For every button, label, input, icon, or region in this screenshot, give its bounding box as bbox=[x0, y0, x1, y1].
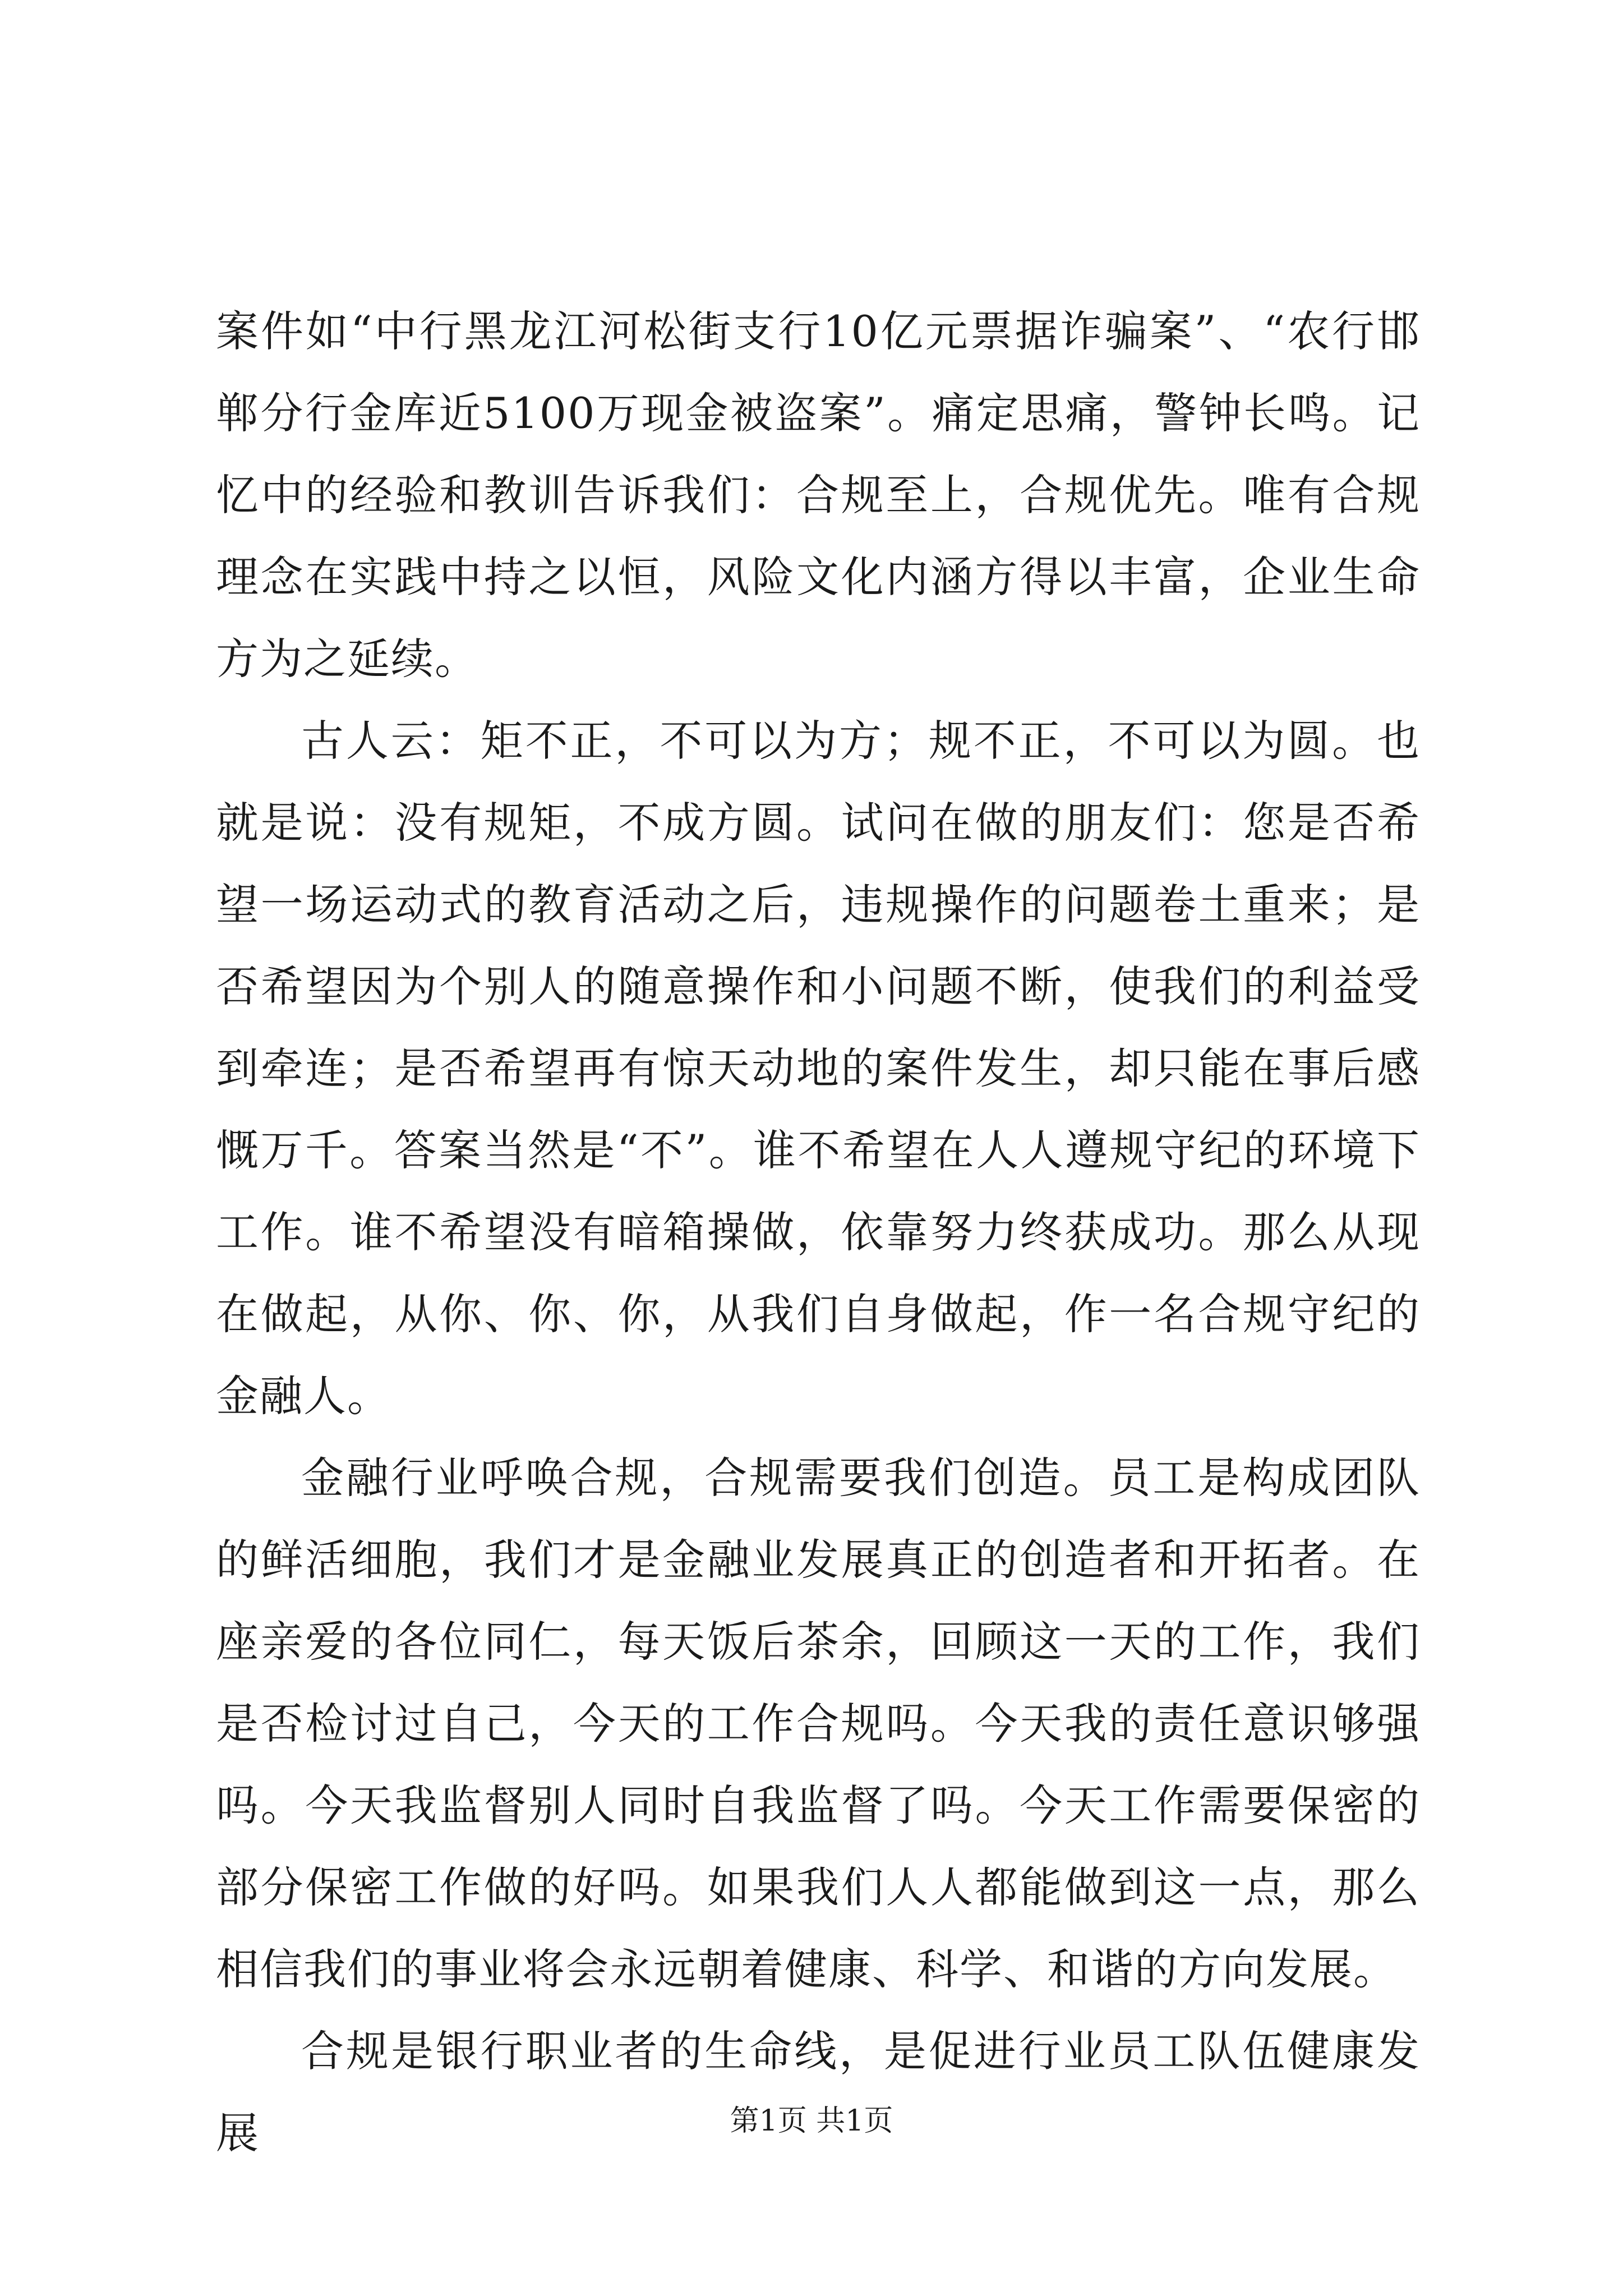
document-body bbox=[216, 291, 1421, 2174]
paragraph-2: 古人云：矩不正，不可以为方；规不正，不可以为圆。也就是说：没有规矩，不成方圆。试问在做的朋友们：您是否希望一场运动式的教育活动之后，违规操作的问题卷土重来；是否希望因为个别人的随意操作和小问题不断，使我们的利益受到牵连；是否希望再有惊天动地的案件发生，却只能在事后感慨万千。答案当然是“不”。谁不希望在人人遵规守纪的环境下工作。谁不希望没有暗箱操做，依靠努力终获成功。那么从现在做起，从你、你、你，从我们自身做起，作一名合规守纪的金融人。 bbox=[216, 716, 1421, 1421]
paragraph-4: 合规是银行职业者的生命线，是促进行业员工队伍健康发展 bbox=[216, 2026, 1421, 2158]
paragraph-1: 案件如“中行黑龙江河松街支行10亿元票据诈骗案”、“农行邯郸分行金库近5100万现金被盗案”。痛定思痛，警钟长鸣。记忆中的经验和教训告诉我们：合规至上，合规优先。唯有合规理念在实践中持之以恒，风险文化内涵方得以丰富，企业生命方为之延续。 bbox=[216, 306, 1421, 684]
paragraph-3: 金融行业呼唤合规，合规需要我们创造。员工是构成团队的鲜活细胞，我们才是金融业发展真正的创造者和开拓者。在座亲爱的各位同仁，每天饭后茶余，回顾这一天的工作，我们是否检讨过自己，今天的工作合规吗。今天我的责任意识够强吗。今天我监督别人同时自我监督了吗。今天工作需要保密的部分保密工作做的好吗。如果我们人人都能做到这一点，那么相信我们的事业将会永远朝着健康、科学、和谐的方向发展。 bbox=[216, 1453, 1421, 1994]
page-footer: 第1页 共1页 bbox=[730, 2104, 893, 2138]
